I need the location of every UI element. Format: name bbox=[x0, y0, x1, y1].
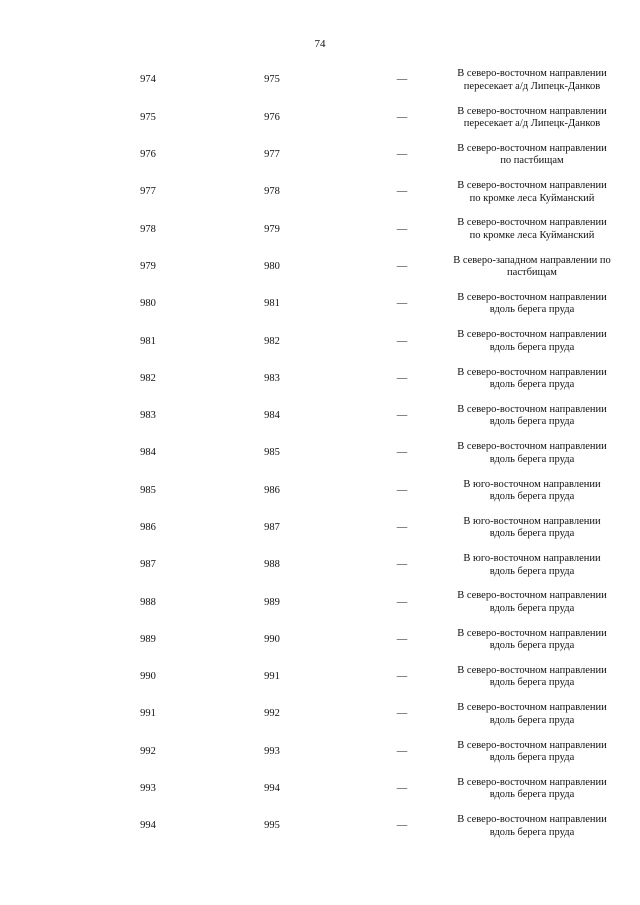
dash-cell: — bbox=[396, 298, 408, 310]
point-to: 975 bbox=[264, 74, 280, 86]
dash-cell: — bbox=[396, 522, 408, 533]
table-row bbox=[0, 398, 640, 435]
point-from: 990 bbox=[140, 671, 156, 683]
dash-cell: — bbox=[396, 260, 408, 272]
point-from: 985 bbox=[140, 484, 156, 496]
direction-description: В северо-восточном направлении по кромке леса Куйманский bbox=[457, 217, 607, 241]
point-from: 986 bbox=[140, 522, 156, 533]
point-to: 987 bbox=[264, 522, 280, 533]
dash-cell: — bbox=[396, 149, 408, 161]
dash-cell: — bbox=[396, 74, 408, 86]
point-from: 988 bbox=[140, 596, 156, 608]
point-from: 978 bbox=[140, 223, 156, 235]
dash-cell: — bbox=[396, 671, 408, 683]
point-to: 981 bbox=[264, 298, 280, 310]
table-row bbox=[0, 733, 640, 770]
point-from: 982 bbox=[140, 372, 156, 384]
table-row bbox=[0, 584, 640, 621]
point-to: 984 bbox=[264, 410, 280, 422]
direction-description: В юго-восточном направлении вдоль берега пруда bbox=[463, 553, 601, 577]
direction-description: В северо-восточном направлении пересекает а/д Липецк-Данков bbox=[457, 68, 607, 92]
point-to: 980 bbox=[264, 260, 280, 272]
point-to: 992 bbox=[264, 708, 280, 720]
table-row bbox=[0, 472, 640, 509]
dash-cell: — bbox=[396, 186, 408, 198]
table-row bbox=[0, 808, 640, 845]
table-row bbox=[0, 771, 640, 808]
dash-cell: — bbox=[396, 223, 408, 235]
dash-cell: — bbox=[396, 559, 408, 571]
table-row bbox=[0, 659, 640, 696]
table-row bbox=[0, 174, 640, 211]
direction-description: В северо-восточном направлении по пастбищам bbox=[457, 142, 607, 167]
point-to: 979 bbox=[264, 223, 280, 235]
direction-description: В северо-восточном направлении вдоль берега пруда bbox=[457, 441, 607, 465]
direction-description: В северо-восточном направлении вдоль берега пруда bbox=[457, 814, 607, 838]
point-from: 981 bbox=[140, 335, 156, 347]
direction-description: В северо-восточном направлении по кромке леса Куйманский bbox=[457, 180, 607, 204]
page-number: 74 bbox=[314, 38, 326, 50]
point-from: 987 bbox=[140, 559, 156, 571]
dash-cell: — bbox=[396, 783, 408, 795]
direction-description: В северо-восточном направлении вдоль берега пруда bbox=[457, 590, 607, 614]
table-row bbox=[0, 248, 640, 285]
direction-description: В северо-восточном направлении вдоль берега пруда bbox=[457, 739, 607, 763]
point-to: 995 bbox=[264, 820, 280, 832]
dash-cell: — bbox=[396, 745, 408, 757]
point-to: 986 bbox=[264, 484, 280, 496]
point-to: 976 bbox=[264, 111, 280, 123]
dash-cell: — bbox=[396, 633, 408, 645]
point-to: 989 bbox=[264, 596, 280, 608]
point-from: 992 bbox=[140, 745, 156, 757]
point-to: 994 bbox=[264, 783, 280, 795]
point-from: 991 bbox=[140, 708, 156, 720]
direction-description: В северо-восточном направлении вдоль берега пруда bbox=[457, 329, 607, 353]
point-to: 983 bbox=[264, 372, 280, 384]
dash-cell: — bbox=[396, 335, 408, 347]
direction-description: В северо-западном направлении по пастбищам bbox=[453, 254, 611, 279]
dash-cell: — bbox=[396, 596, 408, 608]
point-from: 983 bbox=[140, 410, 156, 422]
point-to: 978 bbox=[264, 186, 280, 198]
point-from: 979 bbox=[140, 260, 156, 272]
table-row bbox=[0, 621, 640, 658]
point-from: 994 bbox=[140, 820, 156, 832]
direction-description: В северо-восточном направлении вдоль берега пруда bbox=[457, 403, 607, 428]
point-from: 984 bbox=[140, 447, 156, 459]
point-from: 976 bbox=[140, 149, 156, 161]
point-from: 977 bbox=[140, 186, 156, 198]
point-to: 977 bbox=[264, 149, 280, 161]
table-row bbox=[0, 435, 640, 472]
table-row bbox=[0, 323, 640, 360]
boundary-table bbox=[0, 62, 640, 845]
point-from: 980 bbox=[140, 298, 156, 310]
table-row bbox=[0, 510, 640, 547]
direction-description: В северо-восточном направлении вдоль берега пруда bbox=[457, 702, 607, 726]
table-row bbox=[0, 99, 640, 136]
point-from: 974 bbox=[140, 74, 156, 86]
point-to: 988 bbox=[264, 559, 280, 571]
dash-cell: — bbox=[396, 484, 408, 496]
table-row bbox=[0, 211, 640, 248]
direction-description: В северо-восточном направлении вдоль берега пруда bbox=[457, 366, 607, 391]
direction-description: В северо-восточном направлении вдоль берега пруда bbox=[457, 664, 607, 689]
dash-cell: — bbox=[396, 447, 408, 459]
table-row bbox=[0, 696, 640, 733]
table-row bbox=[0, 547, 640, 584]
dash-cell: — bbox=[396, 708, 408, 720]
dash-cell: — bbox=[396, 820, 408, 832]
table-row bbox=[0, 360, 640, 397]
direction-description: В северо-восточном направлении пересекает а/д Липецк-Данков bbox=[457, 105, 607, 129]
point-from: 989 bbox=[140, 633, 156, 645]
table-row bbox=[0, 137, 640, 174]
direction-description: В юго-восточном направлении вдоль берега пруда bbox=[463, 478, 601, 502]
direction-description: В северо-восточном направлении вдоль берега пруда bbox=[457, 776, 607, 801]
table-row bbox=[0, 62, 640, 99]
point-to: 990 bbox=[264, 633, 280, 645]
dash-cell: — bbox=[396, 410, 408, 422]
point-to: 985 bbox=[264, 447, 280, 459]
point-from: 993 bbox=[140, 783, 156, 795]
direction-description: В северо-восточном направлении вдоль берега пруда bbox=[457, 292, 607, 316]
dash-cell: — bbox=[396, 111, 408, 123]
dash-cell: — bbox=[396, 372, 408, 384]
point-from: 975 bbox=[140, 111, 156, 123]
direction-description: В северо-восточном направлении вдоль берега пруда bbox=[457, 627, 607, 652]
direction-description: В юго-восточном направлении вдоль берега пруда bbox=[463, 515, 601, 540]
point-to: 993 bbox=[264, 745, 280, 757]
table-row bbox=[0, 286, 640, 323]
point-to: 991 bbox=[264, 671, 280, 683]
point-to: 982 bbox=[264, 335, 280, 347]
